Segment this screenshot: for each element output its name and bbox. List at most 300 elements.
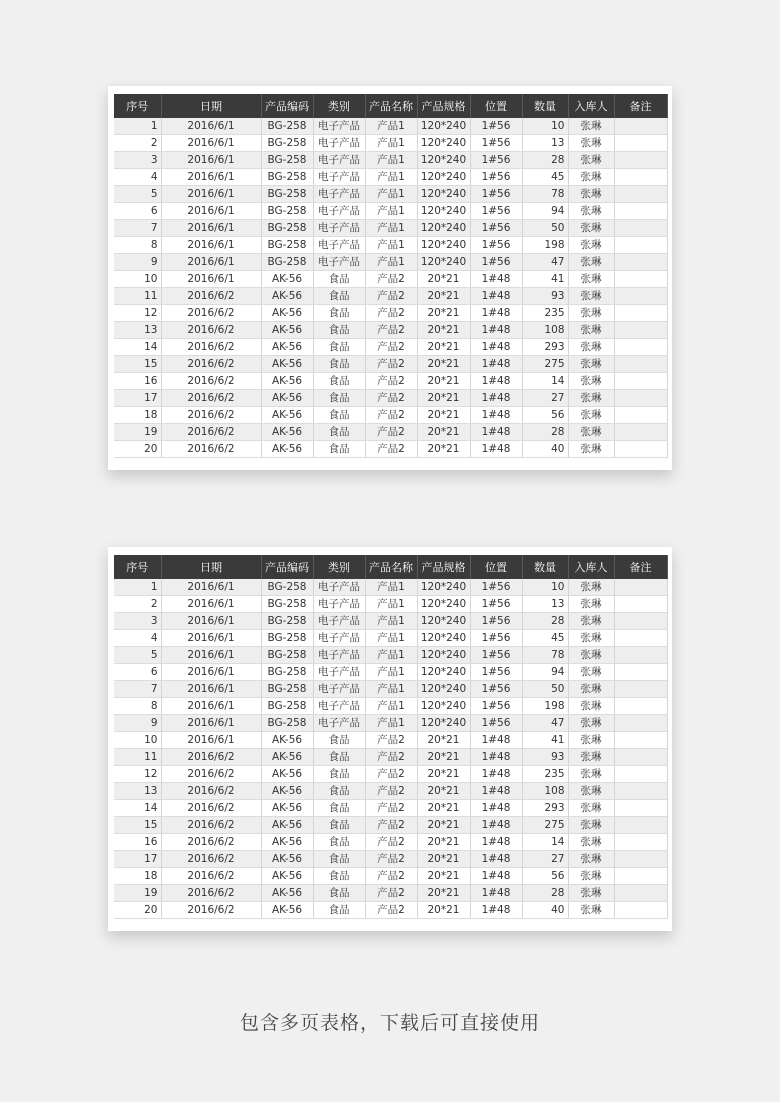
table-cell: 1#48 bbox=[470, 271, 522, 288]
table-cell: AK-56 bbox=[261, 817, 313, 834]
table-cell: 张琳 bbox=[568, 783, 614, 800]
table-cell bbox=[614, 373, 667, 390]
table-cell: 1#48 bbox=[470, 783, 522, 800]
table-cell: 2016/6/2 bbox=[161, 322, 261, 339]
column-header: 产品名称 bbox=[365, 94, 417, 118]
table-cell: 产品2 bbox=[365, 732, 417, 749]
table-cell: AK-56 bbox=[261, 868, 313, 885]
table-cell: 电子产品 bbox=[313, 118, 365, 135]
table-cell: 2016/6/2 bbox=[161, 851, 261, 868]
table-cell: BG-258 bbox=[261, 254, 313, 271]
table-cell: 张琳 bbox=[568, 732, 614, 749]
table-cell: AK-56 bbox=[261, 766, 313, 783]
table-cell: 1#48 bbox=[470, 885, 522, 902]
table-cell: 14 bbox=[522, 834, 568, 851]
table-row bbox=[114, 766, 667, 783]
table-cell: 2016/6/1 bbox=[161, 647, 261, 664]
column-header: 入库人 bbox=[568, 555, 614, 579]
table-row bbox=[114, 118, 667, 135]
table-cell: 张琳 bbox=[568, 817, 614, 834]
table-cell: 产品2 bbox=[365, 288, 417, 305]
table-cell: 7 bbox=[114, 220, 161, 237]
table-cell bbox=[614, 902, 667, 919]
table-cell: 78 bbox=[522, 186, 568, 203]
table-cell bbox=[614, 715, 667, 732]
column-header: 日期 bbox=[161, 555, 261, 579]
table-cell: 10 bbox=[114, 271, 161, 288]
table-cell: 13 bbox=[114, 322, 161, 339]
table-cell: 电子产品 bbox=[313, 681, 365, 698]
table-row bbox=[114, 169, 667, 186]
caption-text: 包含多页表格，下载后可直接使用 bbox=[239, 1012, 540, 1034]
table-row bbox=[114, 902, 667, 919]
table-cell: 张琳 bbox=[568, 169, 614, 186]
table-cell: 食品 bbox=[313, 322, 365, 339]
table-cell: 275 bbox=[522, 356, 568, 373]
table-cell: 1#48 bbox=[470, 441, 522, 458]
table-cell bbox=[614, 851, 667, 868]
table-cell: 6 bbox=[114, 664, 161, 681]
table-cell: 产品2 bbox=[365, 339, 417, 356]
table-cell: 3 bbox=[114, 613, 161, 630]
table-cell: 20*21 bbox=[417, 885, 470, 902]
table-row bbox=[114, 424, 667, 441]
table-cell: 50 bbox=[522, 220, 568, 237]
header-row bbox=[114, 94, 667, 118]
table-cell: 张琳 bbox=[568, 322, 614, 339]
table-row bbox=[114, 407, 667, 424]
table-cell: 11 bbox=[114, 749, 161, 766]
table-cell: 2016/6/2 bbox=[161, 373, 261, 390]
table-cell: 张琳 bbox=[568, 800, 614, 817]
table-row bbox=[114, 681, 667, 698]
table-cell bbox=[614, 868, 667, 885]
table-cell: 张琳 bbox=[568, 851, 614, 868]
table-cell: 18 bbox=[114, 868, 161, 885]
table-cell: 产品2 bbox=[365, 800, 417, 817]
table-cell: 275 bbox=[522, 817, 568, 834]
table-cell: BG-258 bbox=[261, 715, 313, 732]
table-cell: 20*21 bbox=[417, 800, 470, 817]
table-page-2 bbox=[108, 547, 672, 931]
table-cell: BG-258 bbox=[261, 186, 313, 203]
table-row bbox=[114, 715, 667, 732]
table-cell: 1#48 bbox=[470, 424, 522, 441]
table-cell: 1#56 bbox=[470, 630, 522, 647]
table-cell bbox=[614, 407, 667, 424]
table-cell: 20*21 bbox=[417, 373, 470, 390]
table-cell: 27 bbox=[522, 851, 568, 868]
table-cell bbox=[614, 664, 667, 681]
table-cell: 1#56 bbox=[470, 152, 522, 169]
table-cell: 47 bbox=[522, 254, 568, 271]
table-cell: 120*240 bbox=[417, 698, 470, 715]
table-cell: 50 bbox=[522, 681, 568, 698]
table-cell: 1#48 bbox=[470, 390, 522, 407]
table-cell: 电子产品 bbox=[313, 220, 365, 237]
table-cell: 张琳 bbox=[568, 407, 614, 424]
table-cell: 电子产品 bbox=[313, 579, 365, 596]
table-cell: 120*240 bbox=[417, 664, 470, 681]
table-cell bbox=[614, 766, 667, 783]
table-row bbox=[114, 135, 667, 152]
table-cell: 产品1 bbox=[365, 152, 417, 169]
table-cell: 20*21 bbox=[417, 732, 470, 749]
table-cell: 28 bbox=[522, 885, 568, 902]
table-cell: 14 bbox=[522, 373, 568, 390]
table-cell: 12 bbox=[114, 766, 161, 783]
table-cell: 张琳 bbox=[568, 613, 614, 630]
table-cell: 120*240 bbox=[417, 169, 470, 186]
table-row bbox=[114, 288, 667, 305]
table-cell: 产品1 bbox=[365, 664, 417, 681]
table-cell: 2016/6/1 bbox=[161, 118, 261, 135]
table-cell: 40 bbox=[522, 441, 568, 458]
table-cell: 产品1 bbox=[365, 254, 417, 271]
table-cell: 2016/6/1 bbox=[161, 169, 261, 186]
table-cell: 食品 bbox=[313, 441, 365, 458]
table-cell: 14 bbox=[114, 800, 161, 817]
table-cell: 20*21 bbox=[417, 322, 470, 339]
table-cell: 张琳 bbox=[568, 288, 614, 305]
table-cell: BG-258 bbox=[261, 681, 313, 698]
table-cell: 20*21 bbox=[417, 288, 470, 305]
table-cell: 电子产品 bbox=[313, 664, 365, 681]
table-row bbox=[114, 441, 667, 458]
table-cell: 120*240 bbox=[417, 613, 470, 630]
table-cell bbox=[614, 288, 667, 305]
table-cell: 120*240 bbox=[417, 186, 470, 203]
table-cell: 2016/6/1 bbox=[161, 237, 261, 254]
table-cell: 56 bbox=[522, 407, 568, 424]
table-cell: 19 bbox=[114, 424, 161, 441]
table-cell: BG-258 bbox=[261, 664, 313, 681]
table-cell: 2016/6/2 bbox=[161, 800, 261, 817]
table-cell bbox=[614, 749, 667, 766]
table-cell: 张琳 bbox=[568, 885, 614, 902]
table-cell: 食品 bbox=[313, 766, 365, 783]
table-cell: 2 bbox=[114, 596, 161, 613]
table-cell: BG-258 bbox=[261, 135, 313, 152]
table-cell bbox=[614, 647, 667, 664]
table-cell: 13 bbox=[522, 135, 568, 152]
table-cell: 108 bbox=[522, 783, 568, 800]
table-cell: 张琳 bbox=[568, 237, 614, 254]
table-row bbox=[114, 630, 667, 647]
table-cell: 张琳 bbox=[568, 902, 614, 919]
table-cell: AK-56 bbox=[261, 305, 313, 322]
table-cell bbox=[614, 356, 667, 373]
table-cell: 2016/6/1 bbox=[161, 630, 261, 647]
table-cell: 食品 bbox=[313, 339, 365, 356]
table-cell bbox=[614, 441, 667, 458]
table-cell: 产品1 bbox=[365, 118, 417, 135]
table-cell: 2016/6/2 bbox=[161, 902, 261, 919]
table-cell: 2016/6/2 bbox=[161, 305, 261, 322]
table-cell: 电子产品 bbox=[313, 135, 365, 152]
table-cell: 1#48 bbox=[470, 407, 522, 424]
table-cell: 2016/6/2 bbox=[161, 834, 261, 851]
table-cell: BG-258 bbox=[261, 118, 313, 135]
table-cell bbox=[614, 203, 667, 220]
table-cell bbox=[614, 390, 667, 407]
table-cell: 产品1 bbox=[365, 681, 417, 698]
table-cell: 2016/6/2 bbox=[161, 885, 261, 902]
table-row bbox=[114, 732, 667, 749]
table-cell: 食品 bbox=[313, 305, 365, 322]
column-header: 备注 bbox=[614, 94, 667, 118]
table-cell: 20*21 bbox=[417, 834, 470, 851]
table-cell: 食品 bbox=[313, 834, 365, 851]
table-cell: 1#56 bbox=[470, 613, 522, 630]
table-cell: 张琳 bbox=[568, 698, 614, 715]
table-cell: BG-258 bbox=[261, 647, 313, 664]
table-cell: 产品2 bbox=[365, 441, 417, 458]
table-cell bbox=[614, 322, 667, 339]
table-page-1 bbox=[108, 86, 672, 470]
table-cell: 1#48 bbox=[470, 800, 522, 817]
table-cell: BG-258 bbox=[261, 203, 313, 220]
table-cell: 9 bbox=[114, 254, 161, 271]
table-cell: 张琳 bbox=[568, 135, 614, 152]
table-cell: 18 bbox=[114, 407, 161, 424]
table-cell bbox=[614, 596, 667, 613]
table-cell: 120*240 bbox=[417, 715, 470, 732]
column-header: 产品名称 bbox=[365, 555, 417, 579]
header-row bbox=[114, 555, 667, 579]
table-cell: 16 bbox=[114, 373, 161, 390]
table-cell: 产品1 bbox=[365, 186, 417, 203]
table-cell: BG-258 bbox=[261, 596, 313, 613]
table-cell: 食品 bbox=[313, 851, 365, 868]
table-cell: 15 bbox=[114, 356, 161, 373]
table-cell: 产品2 bbox=[365, 390, 417, 407]
table-cell: AK-56 bbox=[261, 902, 313, 919]
table-cell: BG-258 bbox=[261, 220, 313, 237]
table-cell: 4 bbox=[114, 169, 161, 186]
table-cell: 1#48 bbox=[470, 322, 522, 339]
table-cell: 120*240 bbox=[417, 203, 470, 220]
table-cell: 45 bbox=[522, 630, 568, 647]
table-cell: 2016/6/2 bbox=[161, 356, 261, 373]
table-cell: BG-258 bbox=[261, 698, 313, 715]
table-cell: AK-56 bbox=[261, 271, 313, 288]
table-cell: 食品 bbox=[313, 783, 365, 800]
table-cell bbox=[614, 783, 667, 800]
table-cell: BG-258 bbox=[261, 579, 313, 596]
table-cell: 93 bbox=[522, 749, 568, 766]
table-cell: 1#48 bbox=[470, 732, 522, 749]
table-cell bbox=[614, 254, 667, 271]
table-cell bbox=[614, 271, 667, 288]
table-cell: 47 bbox=[522, 715, 568, 732]
column-header: 类别 bbox=[313, 94, 365, 118]
table-cell: 2016/6/2 bbox=[161, 749, 261, 766]
table-cell: 电子产品 bbox=[313, 152, 365, 169]
table-cell bbox=[614, 630, 667, 647]
table-cell: AK-56 bbox=[261, 288, 313, 305]
table-cell: 电子产品 bbox=[313, 186, 365, 203]
table-cell: 1#48 bbox=[470, 749, 522, 766]
table-cell: 食品 bbox=[313, 390, 365, 407]
table-row bbox=[114, 322, 667, 339]
table-cell: 产品2 bbox=[365, 885, 417, 902]
table-cell bbox=[614, 817, 667, 834]
table-cell: 产品2 bbox=[365, 783, 417, 800]
table-cell: AK-56 bbox=[261, 732, 313, 749]
table-cell: 120*240 bbox=[417, 237, 470, 254]
table-cell bbox=[614, 169, 667, 186]
table-cell: 1#56 bbox=[470, 220, 522, 237]
column-header: 产品规格 bbox=[417, 555, 470, 579]
table-cell: 产品2 bbox=[365, 424, 417, 441]
table-cell: 120*240 bbox=[417, 152, 470, 169]
table-row bbox=[114, 749, 667, 766]
table-cell: 电子产品 bbox=[313, 715, 365, 732]
table-cell: 1#48 bbox=[470, 902, 522, 919]
table-cell: 产品2 bbox=[365, 766, 417, 783]
column-header: 产品规格 bbox=[417, 94, 470, 118]
table-cell: AK-56 bbox=[261, 749, 313, 766]
table-cell: 张琳 bbox=[568, 203, 614, 220]
table-cell: 1#48 bbox=[470, 868, 522, 885]
table-cell: 14 bbox=[114, 339, 161, 356]
inventory-table bbox=[114, 555, 668, 919]
table-cell: AK-56 bbox=[261, 800, 313, 817]
table-cell: 产品1 bbox=[365, 203, 417, 220]
table-row bbox=[114, 596, 667, 613]
table-cell: 2016/6/1 bbox=[161, 203, 261, 220]
table-cell: 2016/6/2 bbox=[161, 441, 261, 458]
table-cell: 1#48 bbox=[470, 766, 522, 783]
table-cell: 27 bbox=[522, 390, 568, 407]
table-cell: 张琳 bbox=[568, 749, 614, 766]
table-cell: 食品 bbox=[313, 817, 365, 834]
table-cell: 1#56 bbox=[470, 169, 522, 186]
table-cell: 产品1 bbox=[365, 596, 417, 613]
table-cell: 1#56 bbox=[470, 237, 522, 254]
table-cell: 张琳 bbox=[568, 647, 614, 664]
table-cell: 产品2 bbox=[365, 373, 417, 390]
table-cell: 产品2 bbox=[365, 407, 417, 424]
table-cell: 20*21 bbox=[417, 902, 470, 919]
table-cell: 电子产品 bbox=[313, 203, 365, 220]
table-cell: 1#56 bbox=[470, 579, 522, 596]
table-cell bbox=[614, 698, 667, 715]
table-cell: 张琳 bbox=[568, 220, 614, 237]
table-cell bbox=[614, 613, 667, 630]
column-header: 数量 bbox=[522, 555, 568, 579]
table-cell: 2016/6/2 bbox=[161, 817, 261, 834]
table-cell: 张琳 bbox=[568, 152, 614, 169]
table-cell: 电子产品 bbox=[313, 237, 365, 254]
table-cell: 5 bbox=[114, 647, 161, 664]
table-row bbox=[114, 356, 667, 373]
table-cell: 20*21 bbox=[417, 783, 470, 800]
table-cell: 2016/6/1 bbox=[161, 254, 261, 271]
table-cell: 293 bbox=[522, 800, 568, 817]
table-cell: 张琳 bbox=[568, 441, 614, 458]
table-cell: AK-56 bbox=[261, 424, 313, 441]
table-cell: 2016/6/1 bbox=[161, 220, 261, 237]
table-cell: 张琳 bbox=[568, 681, 614, 698]
table-row bbox=[114, 237, 667, 254]
table-cell: 1#48 bbox=[470, 305, 522, 322]
table-cell: 2016/6/1 bbox=[161, 186, 261, 203]
table-cell: 产品2 bbox=[365, 902, 417, 919]
table-cell: 1#48 bbox=[470, 373, 522, 390]
table-cell: 6 bbox=[114, 203, 161, 220]
table-cell: 食品 bbox=[313, 885, 365, 902]
table-cell: 1 bbox=[114, 118, 161, 135]
table-cell: 2016/6/2 bbox=[161, 766, 261, 783]
table-cell: 产品2 bbox=[365, 749, 417, 766]
table-cell: 2016/6/2 bbox=[161, 288, 261, 305]
table-cell: 1#56 bbox=[470, 596, 522, 613]
column-header: 位置 bbox=[470, 555, 522, 579]
table-cell: 电子产品 bbox=[313, 169, 365, 186]
table-cell: 20 bbox=[114, 441, 161, 458]
table-cell: 20*21 bbox=[417, 339, 470, 356]
table-cell: 20*21 bbox=[417, 766, 470, 783]
table-cell: 张琳 bbox=[568, 118, 614, 135]
table-cell bbox=[614, 834, 667, 851]
table-cell: 120*240 bbox=[417, 596, 470, 613]
table-cell: 张琳 bbox=[568, 254, 614, 271]
table-cell: 2016/6/1 bbox=[161, 271, 261, 288]
table-cell: 产品1 bbox=[365, 135, 417, 152]
table-cell: 张琳 bbox=[568, 766, 614, 783]
table-cell: 张琳 bbox=[568, 715, 614, 732]
table-cell: BG-258 bbox=[261, 152, 313, 169]
table-cell: 20*21 bbox=[417, 441, 470, 458]
table-cell: 2 bbox=[114, 135, 161, 152]
table-row bbox=[114, 254, 667, 271]
table-cell: 2016/6/2 bbox=[161, 424, 261, 441]
table-cell: 食品 bbox=[313, 356, 365, 373]
table-cell: 11 bbox=[114, 288, 161, 305]
table-cell: 1#56 bbox=[470, 254, 522, 271]
table-cell: 2016/6/1 bbox=[161, 681, 261, 698]
table-cell: AK-56 bbox=[261, 356, 313, 373]
table-cell: 张琳 bbox=[568, 664, 614, 681]
table-cell: 1#48 bbox=[470, 356, 522, 373]
table-cell: 产品1 bbox=[365, 579, 417, 596]
table-cell: 1#48 bbox=[470, 288, 522, 305]
table-cell: 5 bbox=[114, 186, 161, 203]
table-cell: 产品1 bbox=[365, 169, 417, 186]
table-cell: 2016/6/2 bbox=[161, 339, 261, 356]
table-cell: 7 bbox=[114, 681, 161, 698]
table-cell: 94 bbox=[522, 664, 568, 681]
table-cell: 产品2 bbox=[365, 817, 417, 834]
table-cell: 1#56 bbox=[470, 681, 522, 698]
table-cell bbox=[614, 800, 667, 817]
table-cell: AK-56 bbox=[261, 834, 313, 851]
table-cell: AK-56 bbox=[261, 885, 313, 902]
table-cell: 2016/6/1 bbox=[161, 596, 261, 613]
table-row bbox=[114, 373, 667, 390]
table-row bbox=[114, 271, 667, 288]
table-cell: 293 bbox=[522, 339, 568, 356]
table-row bbox=[114, 339, 667, 356]
table-cell: 1 bbox=[114, 579, 161, 596]
table-cell: 198 bbox=[522, 237, 568, 254]
table-cell: AK-56 bbox=[261, 339, 313, 356]
table-row bbox=[114, 390, 667, 407]
table-cell: 2016/6/1 bbox=[161, 579, 261, 596]
table-cell: 8 bbox=[114, 698, 161, 715]
